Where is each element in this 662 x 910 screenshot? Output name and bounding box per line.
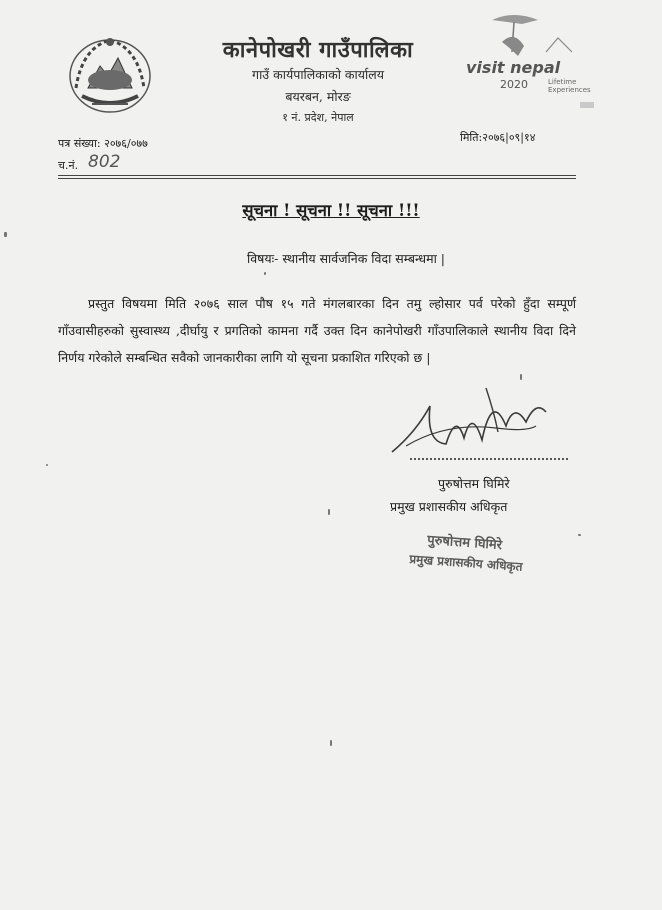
stamp-name: पुरुषोत्तम घिमिरे [426,532,503,554]
office-province: १ नं. प्रदेश, नेपाल [282,111,354,124]
stamp-designation: प्रमुख प्रशासकीय अधिकृत [408,551,523,574]
letter-date: मिति:२०७६|०९|१४ [460,131,536,144]
visit-nepal-year: 2020 [500,78,528,91]
notice-body: प्रस्तुत विषयमा मिति २०७६ साल पौष १५ गते मंगलबारका दिन तमु ल्होसार पर्व परेको हुँदा सम्पूर्ण गाँउवासीहरुको सुस्वास्थ्य ,दीर्घायु र प्रगतिको कामना गर्दै उक्त दिन कानेपोखरी गाँउपालिकाले स्थानीय विदा दिने निर्णय गरेकोले सम्बन्धित सवैको जानकारीका लागि यो सूचना प्रकाशित गरिएको छ | [58,296,576,365]
scan-speck [330,740,332,746]
office-subtitle: गाउँ कार्यपालिकाको कार्यालय [252,67,384,82]
scan-speck [578,534,581,536]
notice-heading [0,198,662,221]
office-name: कानेपोखरी गाउँपालिका [222,37,414,63]
scan-speck [328,509,330,515]
office-location: बयरबन, मोरङ [285,89,351,104]
notice-subject: विषयः- स्थानीय सार्वजनिक विदा सम्बन्धमा | [246,251,445,266]
dispatch-label: च.नं. [58,159,79,172]
dispatch-number: 802 [88,152,121,172]
scan-speck [520,374,522,380]
scan-speck [4,232,7,237]
signature-line [410,458,568,460]
header-divider-double [58,178,576,179]
scan-speck [46,464,48,466]
scan-mark [580,102,594,108]
notice-heading-text: सूचना ! सूचना !! सूचना !!! [242,201,420,220]
scan-speck [264,272,266,275]
visit-nepal-wordmark: visit nepal [466,58,561,77]
signatory-designation: प्रमुख प्रशासकीय अधिकृत [390,499,508,514]
header-divider [58,175,576,176]
signatory-name: पुरुषोत्तम घिमिरे [438,476,510,491]
nepal-emblem-icon [62,28,158,118]
letter-number: पत्र संख्या: २०७६/०७७ [58,137,148,150]
visit-nepal-tagline: Lifetime Experiences [548,78,591,94]
